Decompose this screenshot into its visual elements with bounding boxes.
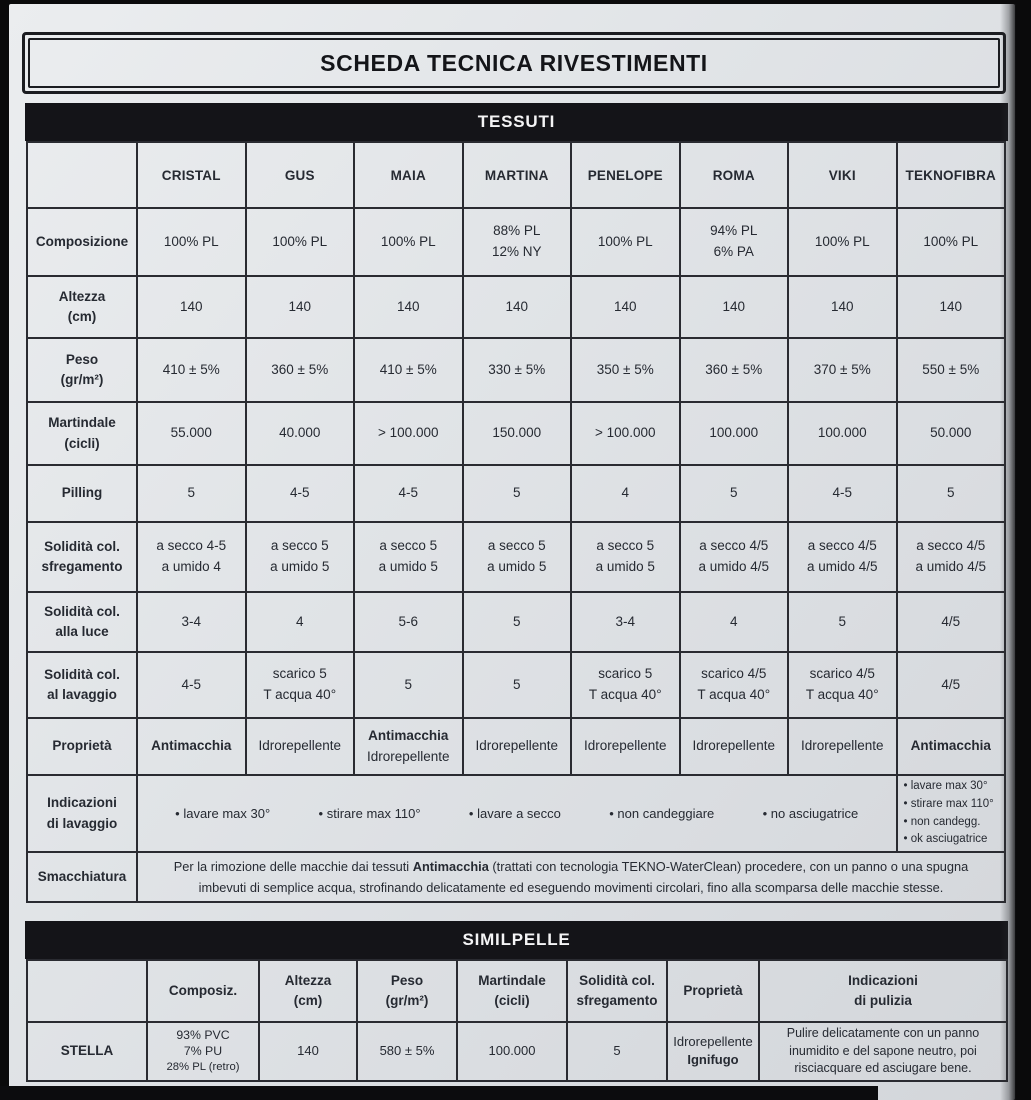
spec-cell bbox=[463, 718, 572, 775]
spec-cell bbox=[354, 402, 463, 465]
cell-line: 140 bbox=[288, 298, 312, 314]
spec-cell bbox=[137, 465, 246, 522]
spec-cell bbox=[137, 208, 246, 276]
cell-line: Idrorepellente bbox=[583, 738, 667, 754]
cell-line: 370 ± 5% bbox=[813, 361, 871, 377]
cell-line: Solidità col. bbox=[44, 538, 120, 554]
cell-line: a umido 4/5 bbox=[698, 559, 770, 574]
spec-cell bbox=[788, 652, 897, 718]
washing-row bbox=[27, 775, 1005, 852]
cell-line: T acqua 40° bbox=[588, 687, 662, 702]
tessuti-column-gus: GUS bbox=[246, 142, 355, 208]
washing-shared-items bbox=[141, 804, 893, 824]
cell-line: 4/5 bbox=[941, 613, 961, 629]
cell-line: 3-4 bbox=[181, 613, 201, 629]
cell-line: a secco 4/5 bbox=[807, 538, 877, 554]
spec-cell bbox=[246, 652, 355, 718]
cell-line: scarico 4/5 bbox=[701, 666, 767, 682]
similpelle-column-header bbox=[357, 960, 457, 1022]
spec-cell bbox=[463, 652, 572, 718]
tessuti-spec-row bbox=[27, 718, 1005, 775]
spec-cell bbox=[137, 718, 246, 775]
smacchiatura-row-label: Smacchiatura bbox=[27, 852, 137, 902]
cell-line: 6% PA bbox=[713, 244, 754, 259]
cell-line: (cicli) bbox=[494, 993, 530, 1008]
cell-line: 330 ± 5% bbox=[488, 361, 546, 377]
spec-row-label bbox=[27, 208, 137, 276]
cell-line: a secco 4/5 bbox=[916, 538, 986, 554]
cell-line: Altezza bbox=[284, 972, 332, 988]
smacchiatura-row bbox=[27, 852, 1005, 902]
cell-line: (cm) bbox=[67, 309, 97, 324]
smacchiatura-text-cell bbox=[137, 852, 1005, 902]
cell-line: (gr/m²) bbox=[385, 993, 429, 1008]
tessuti-column-roma: ROMA bbox=[680, 142, 789, 208]
spec-cell bbox=[354, 338, 463, 402]
spec-cell bbox=[897, 652, 1006, 718]
cell-line: 5 bbox=[512, 485, 521, 501]
cell-line: Solidità col. bbox=[44, 666, 120, 682]
similpelle-table bbox=[26, 959, 1008, 1082]
section-header-similpelle-label: SIMILPELLE bbox=[462, 930, 571, 949]
spec-cell bbox=[246, 718, 355, 775]
cell-line: 3-4 bbox=[615, 613, 635, 629]
cell-line: T acqua 40° bbox=[697, 687, 771, 702]
spec-cell bbox=[571, 522, 680, 592]
cell-line: 140 bbox=[297, 1043, 319, 1059]
cell-line: a secco 5 bbox=[270, 538, 329, 554]
spec-cell bbox=[788, 718, 897, 775]
cell-line: Peso bbox=[65, 351, 99, 367]
cell-line: 7% PU bbox=[183, 1043, 223, 1058]
cell-line: 5-6 bbox=[398, 613, 418, 629]
similpelle-header-row bbox=[27, 960, 1007, 1022]
spec-cell bbox=[788, 338, 897, 402]
cell-line: 40.000 bbox=[279, 425, 321, 441]
cell-line: 100% PL bbox=[380, 233, 436, 249]
cell-line: 100.000 bbox=[709, 425, 759, 441]
cell-line: al lavaggio bbox=[47, 687, 117, 702]
cell-line: Idrorepellente bbox=[800, 738, 884, 754]
cell-line: Composizione bbox=[35, 233, 129, 249]
spec-cell bbox=[571, 592, 680, 652]
spec-row-label bbox=[27, 402, 137, 465]
spec-cell bbox=[354, 592, 463, 652]
cell-line: 140 bbox=[722, 298, 746, 314]
cell-line: di lavaggio bbox=[46, 815, 118, 831]
section-header-tessuti bbox=[25, 103, 1008, 141]
cell-line: 360 ± 5% bbox=[705, 361, 763, 377]
cell-line: Martindale bbox=[478, 972, 546, 988]
spec-cell bbox=[788, 208, 897, 276]
tessuti-spec-row bbox=[27, 592, 1005, 652]
spec-cell bbox=[354, 652, 463, 718]
cell-line: a umido 5 bbox=[487, 559, 547, 574]
cell-line: Idrorepellente bbox=[673, 1034, 753, 1050]
cell-line: (cm) bbox=[293, 993, 323, 1008]
cell-line: 4 bbox=[621, 485, 629, 501]
similpelle-column-header bbox=[457, 960, 567, 1022]
spec-cell bbox=[680, 592, 789, 652]
cell-line: a secco 5 bbox=[487, 538, 546, 554]
cell-line: sfregamento bbox=[576, 993, 658, 1008]
tessuti-table bbox=[26, 141, 1006, 903]
spec-cell bbox=[137, 592, 246, 652]
tessuti-column-maia: MAIA bbox=[354, 142, 463, 208]
cell-line: 140 bbox=[505, 298, 529, 314]
tessuti-corner-cell bbox=[27, 142, 137, 208]
spec-cell bbox=[571, 402, 680, 465]
cell-line: a umido 4/5 bbox=[915, 559, 987, 574]
tessuti-spec-row bbox=[27, 522, 1005, 592]
cell-line: 100% PL bbox=[597, 233, 653, 249]
tessuti-header-row bbox=[27, 142, 1005, 208]
cell-line: 4/5 bbox=[941, 676, 961, 692]
spec-cell bbox=[788, 402, 897, 465]
cell-line: 550 ± 5% bbox=[922, 361, 980, 377]
spec-cell bbox=[246, 592, 355, 652]
tessuti-column-penelope: PENELOPE bbox=[571, 142, 680, 208]
spec-cell bbox=[680, 338, 789, 402]
cell-line: alla luce bbox=[55, 624, 109, 639]
page-title: SCHEDA TECNICA RIVESTIMENTI bbox=[320, 49, 708, 76]
section-header-tessuti-label: TESSUTI bbox=[477, 112, 556, 131]
spec-cell bbox=[463, 208, 572, 276]
cell-line: T acqua 40° bbox=[805, 687, 879, 702]
similpelle-composizione-cell bbox=[147, 1022, 259, 1081]
similpelle-row-name: STELLA bbox=[27, 1022, 147, 1081]
spec-cell bbox=[571, 718, 680, 775]
cell-line: 5 bbox=[613, 1043, 621, 1059]
title-box bbox=[22, 32, 1006, 94]
cell-line: 4-5 bbox=[832, 485, 852, 501]
spec-cell bbox=[680, 465, 789, 522]
spec-cell bbox=[354, 718, 463, 775]
spec-cell bbox=[680, 718, 789, 775]
similpelle-corner-cell bbox=[27, 960, 147, 1022]
cell-line: • non candegg. bbox=[903, 815, 981, 828]
cell-line: 150.000 bbox=[492, 425, 542, 441]
spec-cell bbox=[463, 338, 572, 402]
spec-row-label bbox=[27, 652, 137, 718]
cell-line: 55.000 bbox=[170, 425, 212, 441]
cell-line: Martindale bbox=[48, 415, 116, 431]
spec-cell bbox=[246, 208, 355, 276]
cell-line: 140 bbox=[939, 298, 963, 314]
cell-line: 140 bbox=[179, 298, 203, 314]
cell-line: Indicazioni bbox=[848, 972, 918, 988]
spec-cell bbox=[571, 208, 680, 276]
title-box-inner bbox=[28, 38, 1000, 88]
spec-row-label bbox=[27, 338, 137, 402]
washing-shared-cell bbox=[137, 775, 897, 852]
tessuti-column-viki: VIKI bbox=[788, 142, 897, 208]
cell-line: Idrorepellente bbox=[258, 738, 342, 754]
cell-line: 4-5 bbox=[181, 676, 201, 692]
cell-line: 12% NY bbox=[491, 244, 542, 259]
spec-cell bbox=[137, 338, 246, 402]
spec-cell bbox=[246, 276, 355, 338]
spec-cell bbox=[463, 402, 572, 465]
cell-line: Antimacchia bbox=[910, 738, 991, 754]
cell-line: 410 ± 5% bbox=[162, 361, 220, 377]
spec-cell bbox=[788, 465, 897, 522]
washing-item: • no asciugatrice bbox=[762, 805, 859, 821]
cell-line: 100% PL bbox=[814, 233, 870, 249]
tessuti-spec-row bbox=[27, 465, 1005, 522]
cell-line: 94% PL bbox=[710, 223, 758, 239]
cell-line: 5 bbox=[512, 613, 521, 629]
cell-line: a secco 5 bbox=[596, 538, 655, 554]
cell-line: scarico 4/5 bbox=[809, 666, 875, 682]
spec-cell bbox=[571, 276, 680, 338]
cell-line: 28% PL (retro) bbox=[166, 1060, 240, 1073]
cell-line: (gr/m²) bbox=[60, 372, 104, 387]
spec-cell bbox=[788, 592, 897, 652]
cell-line: Proprietà bbox=[683, 982, 743, 998]
cell-line: 100% PL bbox=[923, 233, 979, 249]
cell-line: 4 bbox=[729, 613, 738, 629]
cell-line: 5 bbox=[838, 613, 846, 629]
spec-cell bbox=[137, 402, 246, 465]
spec-cell bbox=[246, 522, 355, 592]
cell-line: 580 ± 5% bbox=[379, 1043, 435, 1059]
similpelle-column-header bbox=[259, 960, 357, 1022]
similpelle-cell bbox=[259, 1022, 357, 1081]
cell-line: 93% PVC bbox=[176, 1027, 230, 1042]
cell-line: 100.000 bbox=[817, 425, 867, 441]
spec-cell bbox=[680, 652, 789, 718]
cell-line: 100% PL bbox=[163, 233, 219, 249]
cell-line: 88% PL bbox=[493, 223, 541, 239]
cell-line: Idrorepellente bbox=[475, 738, 559, 754]
spec-row-label bbox=[27, 522, 137, 592]
cell-line: Idrorepellente bbox=[366, 748, 450, 764]
spec-cell bbox=[680, 522, 789, 592]
cell-line: Indicazioni bbox=[47, 795, 117, 811]
cell-line: > 100.000 bbox=[378, 425, 439, 441]
cell-line: Antimacchia bbox=[368, 727, 449, 743]
spec-cell bbox=[571, 338, 680, 402]
washing-item: • non candeggiare bbox=[609, 805, 715, 821]
cell-line: a umido 5 bbox=[595, 559, 655, 574]
cell-line: Proprietà bbox=[52, 738, 112, 754]
washing-item: • stirare max 110° bbox=[318, 805, 421, 821]
spec-cell bbox=[463, 276, 572, 338]
spec-cell bbox=[897, 718, 1006, 775]
cell-line: T acqua 40° bbox=[263, 687, 337, 702]
cell-line: 5 bbox=[946, 485, 955, 501]
cell-line: 4-5 bbox=[398, 485, 418, 501]
tessuti-spec-row bbox=[27, 276, 1005, 338]
cell-line: 350 ± 5% bbox=[596, 361, 654, 377]
spec-cell bbox=[246, 402, 355, 465]
spec-row-label bbox=[27, 592, 137, 652]
cell-line: 100% PL bbox=[272, 233, 328, 249]
spec-cell bbox=[354, 522, 463, 592]
spec-cell bbox=[897, 592, 1006, 652]
cell-line: Antimacchia bbox=[151, 738, 232, 754]
spec-cell bbox=[354, 208, 463, 276]
spec-cell bbox=[680, 402, 789, 465]
similpelle-column-header bbox=[667, 960, 759, 1022]
cell-line: 140 bbox=[396, 298, 420, 314]
cell-line: 5 bbox=[729, 485, 738, 501]
cell-line: scarico 5 bbox=[272, 666, 327, 682]
similpelle-cell bbox=[457, 1022, 567, 1081]
smacchiatura-text-post: (trattati con tecnologia TEKNO-WaterClean) procedere, con un panno o una spugna imbevuti di semplice acqua, strofinando delicatamente ed eseguendo movimenti circolari, fino alla scomparsa delle macchie stesse. bbox=[198, 859, 969, 896]
cell-line: 140 bbox=[613, 298, 637, 314]
spec-cell bbox=[897, 402, 1006, 465]
cell-line: 4-5 bbox=[289, 485, 310, 501]
cell-line: 5 bbox=[187, 485, 195, 501]
washing-item: • lavare a secco bbox=[468, 805, 561, 821]
smacchiatura-text-pre: Per la rimozione delle macchie dai tessuti bbox=[173, 859, 413, 875]
cell-line: > 100.000 bbox=[595, 425, 656, 441]
section-header-similpelle bbox=[25, 921, 1008, 959]
cell-line: a umido 4 bbox=[161, 559, 221, 574]
cell-line: Pulire delicatamente con un panno inumidito e del sapone neutro, poi risciacquare ed asciugare bene. bbox=[786, 1026, 980, 1075]
tessuti-column-teknofibra: TEKNOFIBRA bbox=[897, 142, 1006, 208]
tessuti-spec-row bbox=[27, 402, 1005, 465]
cell-line: a umido 5 bbox=[378, 559, 438, 574]
spec-cell bbox=[897, 276, 1006, 338]
paper-sheet bbox=[9, 4, 1015, 1100]
similpelle-proprieta-cell bbox=[667, 1022, 759, 1081]
cell-line: Pilling bbox=[61, 485, 103, 501]
tessuti-spec-row bbox=[27, 338, 1005, 402]
spec-cell bbox=[897, 465, 1006, 522]
cell-line: 360 ± 5% bbox=[271, 361, 329, 377]
similpelle-cell bbox=[567, 1022, 667, 1081]
cell-line: Altezza bbox=[58, 288, 106, 304]
tessuti-column-martina: MARTINA bbox=[463, 142, 572, 208]
cell-line: (cicli) bbox=[64, 435, 100, 451]
cell-line: Peso bbox=[390, 972, 424, 988]
similpelle-indicazioni-cell bbox=[759, 1022, 1007, 1081]
cell-line: 5 bbox=[404, 676, 412, 692]
spec-cell bbox=[137, 652, 246, 718]
similpelle-data-row bbox=[27, 1022, 1007, 1081]
cell-line: • ok asciugatrice bbox=[903, 833, 988, 846]
spec-cell bbox=[354, 465, 463, 522]
spec-cell bbox=[463, 592, 572, 652]
cell-line: a umido 5 bbox=[270, 559, 330, 574]
cell-line: a secco 4-5 bbox=[156, 538, 227, 554]
cell-line: Idrorepellente bbox=[692, 738, 776, 754]
tessuti-spec-row bbox=[27, 652, 1005, 718]
spec-cell bbox=[897, 338, 1006, 402]
cell-line: 140 bbox=[830, 298, 854, 314]
spec-cell bbox=[897, 522, 1006, 592]
cell-line: 4 bbox=[295, 613, 304, 629]
washing-item: • lavare max 30° bbox=[175, 805, 271, 821]
washing-row-label bbox=[27, 775, 137, 852]
spec-cell bbox=[571, 652, 680, 718]
cell-line: • stirare max 110° bbox=[903, 797, 994, 810]
similpelle-column-header bbox=[567, 960, 667, 1022]
similpelle-cell bbox=[357, 1022, 457, 1081]
cell-line: 50.000 bbox=[930, 425, 972, 441]
spec-row-label bbox=[27, 276, 137, 338]
spec-row-label bbox=[27, 465, 137, 522]
cell-line: di pulizia bbox=[854, 993, 912, 1008]
cell-line: a secco 5 bbox=[379, 538, 438, 554]
spec-cell bbox=[246, 338, 355, 402]
spec-cell bbox=[463, 465, 572, 522]
spec-cell bbox=[137, 522, 246, 592]
spec-cell bbox=[137, 276, 246, 338]
cell-line: sfregamento bbox=[41, 559, 123, 574]
cell-line: 410 ± 5% bbox=[379, 361, 437, 377]
cell-line: Composiz. bbox=[168, 982, 238, 998]
similpelle-column-header bbox=[147, 960, 259, 1022]
similpelle-column-header bbox=[759, 960, 1007, 1022]
smacchiatura-text-bold: Antimacchia bbox=[412, 859, 489, 875]
spec-cell bbox=[463, 522, 572, 592]
spec-cell bbox=[680, 208, 789, 276]
cutoff-section-bar bbox=[0, 1086, 878, 1100]
cell-line: Solidità col. bbox=[44, 603, 120, 619]
spec-cell bbox=[354, 276, 463, 338]
spec-cell bbox=[788, 276, 897, 338]
cell-line: scarico 5 bbox=[598, 666, 653, 682]
spec-row-label bbox=[27, 718, 137, 775]
spec-cell bbox=[246, 465, 355, 522]
cell-line: Solidità col. bbox=[579, 972, 655, 988]
tessuti-column-cristal: CRISTAL bbox=[137, 142, 246, 208]
cell-line: Ignifugo bbox=[687, 1052, 739, 1068]
cell-line: a umido 4/5 bbox=[806, 559, 878, 574]
washing-teknofibra-cell bbox=[897, 775, 1006, 852]
spec-cell bbox=[788, 522, 897, 592]
spec-cell bbox=[571, 465, 680, 522]
spec-cell bbox=[897, 208, 1006, 276]
cell-line: 5 bbox=[512, 676, 521, 692]
cell-line: • lavare max 30° bbox=[903, 780, 988, 792]
spec-cell bbox=[680, 276, 789, 338]
tessuti-spec-row bbox=[27, 208, 1005, 276]
cell-line: 100.000 bbox=[488, 1043, 536, 1059]
cell-line: a secco 4/5 bbox=[699, 538, 769, 554]
